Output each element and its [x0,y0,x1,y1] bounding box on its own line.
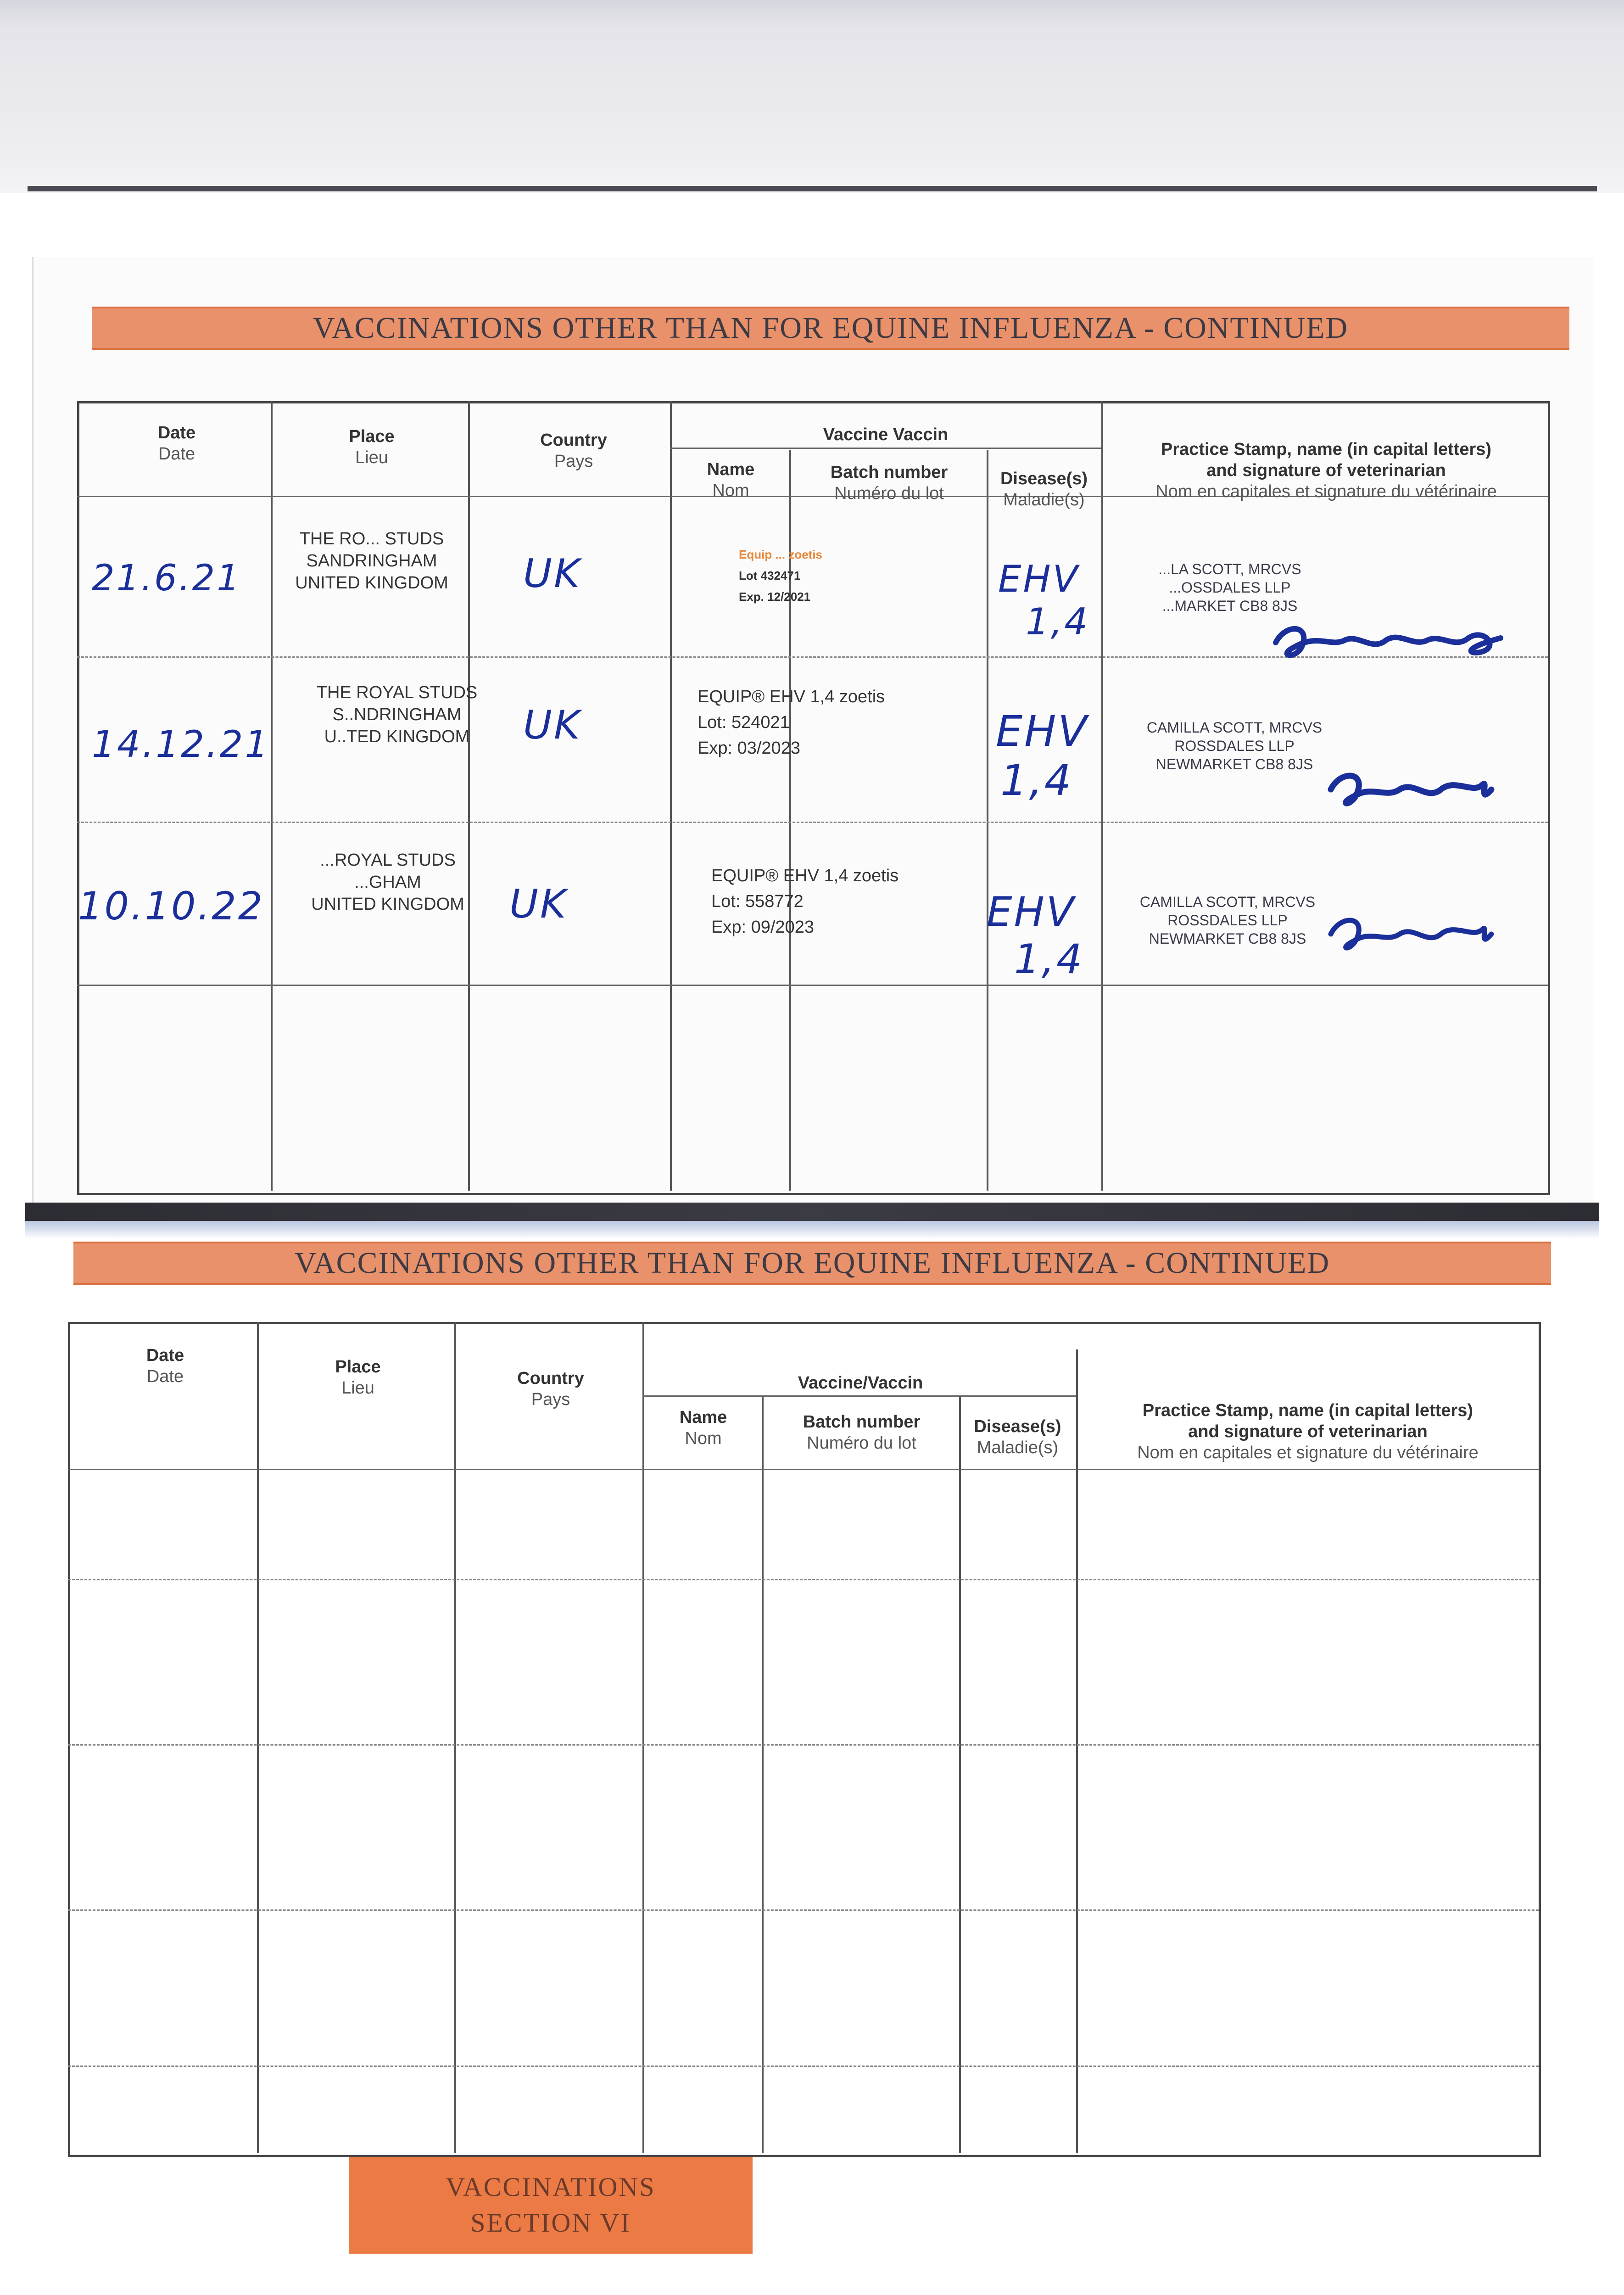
row3-country-handwritten: UK [509,881,568,927]
lower-header-date: Date Date [146,1346,184,1386]
lower-vaccine-subheader-line [642,1395,1076,1397]
row1-vet-signature [1267,615,1505,666]
upper-col-divider [1101,401,1103,1191]
upper-header-disease: Disease(s) Maladie(s) [1000,469,1088,509]
lower-row-divider [68,2066,1539,2067]
lower-header-practice: Practice Stamp, name (in capital letters) and signature of veterinarian Nom en capitales et signature du vétérinaire [1137,1401,1479,1462]
row1-place: THE RO... STUDS SANDRINGHAM UNITED KINGDOM [295,529,448,593]
lower-header-bottom-line [68,1469,1539,1470]
upper-col-divider [987,450,988,1191]
row1-country-handwritten: UK [523,551,582,597]
row3-vet-signature [1322,907,1496,957]
upper-row-divider [77,822,1548,823]
upper-header-batch: Batch number Numéro du lot [830,463,948,503]
scan-page-shadow [25,1221,1599,1239]
lower-header-disease: Disease(s) Maladie(s) [974,1417,1061,1457]
scanned-page-top-edge [0,0,1624,193]
row2-place: THE ROYAL STUDS S..NDRINGHAM U..TED KINGDOM [316,683,478,746]
upper-header-practice: Practice Stamp, name (in capital letters) and signature of veterinarian Nom en capitales et signature du vétérinaire [1155,440,1497,501]
lower-row-divider [68,1744,1539,1746]
upper-col-divider [468,401,470,1191]
page-fold-line [28,186,1597,191]
upper-banner-title: VACCINATIONS OTHER THAN FOR EQUINE INFLUENZA - CONTINUED [313,311,1349,345]
row3-vet-stamp: CAMILLA SCOTT, MRCVS ROSSDALES LLP NEWMARKET CB8 8JS [1139,894,1316,947]
row3-vaccine-label: EQUIP® EHV 1,4 zoetis Lot: 558772 Exp: 09/2023 [711,866,899,937]
row2-country-handwritten: UK [523,702,582,748]
upper-header-date: Date Date [157,423,196,464]
row1-date-handwritten: 21.6.21 [92,558,241,599]
lower-header-place: Place Lieu [335,1357,381,1398]
lower-row-divider [68,1909,1539,1911]
row2-date-handwritten: 14.12.21 [92,723,270,766]
row2-disease-handwritten: EHV 1,4 [996,707,1089,805]
lower-row-divider [68,1579,1539,1580]
upper-header-place: Place Lieu [349,427,395,467]
upper-col-divider [271,401,273,1191]
row3-disease-handwritten: EHV 1,4 [987,888,1084,983]
lower-col-divider [642,1322,644,2153]
upper-vaccine-subheader-line [670,448,1101,449]
lower-col-divider [454,1322,456,2153]
scan-page-edge [25,1203,1599,1221]
row3-date-handwritten: 10.10.22 [78,884,265,929]
upper-header-vaccine: Vaccine Vaccin [823,425,949,444]
section-footer-tab: VACCINATIONS SECTION VI [349,2157,753,2254]
lower-col-divider [257,1322,259,2153]
lower-header-batch: Batch number Numéro du lot [803,1412,921,1453]
row1-vaccine-label: Equip ... zoetis Lot 432471 Exp. 12/2021 [739,548,823,604]
lower-section-banner [73,1242,1551,1285]
lower-banner-title: VACCINATIONS OTHER THAN FOR EQUINE INFLUENZA - CONTINUED [294,1246,1330,1280]
upper-header-name: Name Nom [707,460,755,500]
row2-vet-stamp: CAMILLA SCOTT, MRCVS ROSSDALES LLP NEWMARKET CB8 8JS [1146,719,1323,772]
row2-vet-signature [1322,762,1496,812]
upper-row-divider [77,985,1548,986]
lower-col-divider [762,1395,764,2153]
lower-header-name: Name Nom [679,1408,727,1448]
upper-col-divider [670,401,672,1191]
row1-vet-stamp: ...LA SCOTT, MRCVS ...OSSDALES LLP ...MARKET CB8 8JS [1158,561,1301,614]
row2-vaccine-label: EQUIP® EHV 1,4 zoetis Lot: 524021 Exp: 03/2023 [698,687,885,758]
lower-col-divider [959,1395,961,2153]
upper-section-banner [92,307,1569,350]
lower-header-vaccine: Vaccine/Vaccin [798,1373,923,1393]
upper-header-country: Country Pays [540,431,607,471]
row1-disease-handwritten: EHV 1,4 [998,558,1090,643]
lower-header-country: Country Pays [517,1369,584,1409]
row3-place: ...ROYAL STUDS ...GHAM UNITED KINGDOM [311,851,464,914]
